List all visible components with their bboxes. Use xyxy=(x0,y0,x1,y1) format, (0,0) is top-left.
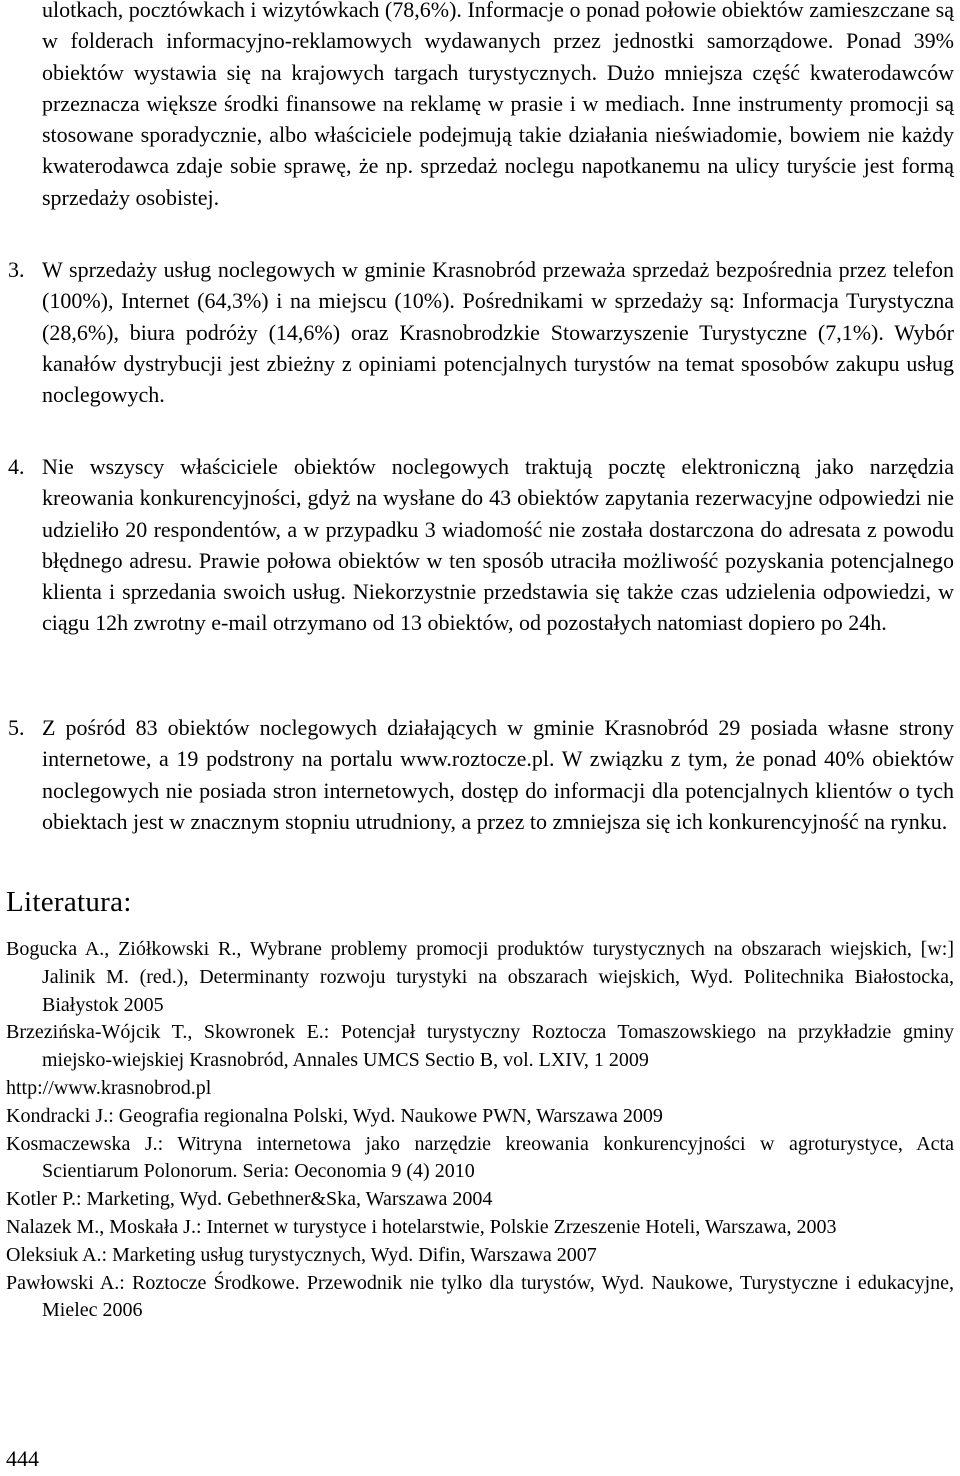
reference-list xyxy=(6,936,954,1325)
reference-item: Kotler P.: Marketing, Wyd. Gebethner&Ska, Warszawa 2004 xyxy=(6,1188,493,1211)
reference-item: Bogucka A., Ziółkowski R., Wybrane problemy promocji produktów turystycznych na obszarach wiejskich, [w:] Jalinik M. (red.), Determinanty rozwoju turystyki na obszarach wiejskich, Wyd. Politechnika Białostocka, Białystok 2005 xyxy=(6,938,954,1016)
point-text-3: W sprzedaży usług noclegowych w gminie Krasnobród przeważa sprzedaż bezpośrednia przez telefon (100%), Internet (64,3%) i na miejscu (10%). Pośrednikami w sprzedaży są: Informacja Turystyczna (28,6%), biura podróży (14,6%) oraz Krasnobrodzkie Stowarzyszenie Turystyczne (7,1%). Wybór kanałów dystrybucji jest zbieżny z opiniami potencjalnych turystów na temat sposobów zakupu usług noclegowych. xyxy=(42,257,954,408)
reference-item: Oleksiuk A.: Marketing usług turystycznych, Wyd. Difin, Warszawa 2007 xyxy=(6,1243,597,1266)
intro-paragraph: ulotkach, pocztówkach i wizytówkach (78,6%). Informacje o ponad połowie obiektów zamieszczane są w folderach informacyjno-reklamowych wydawanych przez jednostki samorządowe. Ponad 39% obiektów wystawia się na krajowych targach turystycznych. Dużo mniejsza część kwaterodawców przeznacza większe środki finansowe na reklamę w prasie i w mediach. Inne instrumenty promocji są stosowane sporadycznie, albo właściciele podejmują takie działania nieświadomie, bowiem nie każdy kwaterodawca zdaje sobie sprawę, że np. sprzedaż noclegu napotkanemu na ulicy turyście jest formą sprzedaży osobistej. xyxy=(42,0,954,210)
reference-item: Nalazek M., Moskała J.: Internet w turystyce i hotelarstwie, Polskie Zrzeszenie Hoteli, Warszawa, 2003 xyxy=(6,1215,837,1238)
reference-item: Kosmaczewska J.: Witryna internetowa jako narzędzie kreowania konkurencyjności w agroturystyce, Acta Scientiarum Polonorum. Seria: Oeconomia 9 (4) 2010 xyxy=(6,1132,954,1183)
point-number-4: 4. xyxy=(8,454,25,479)
point-text-4: Nie wszyscy właściciele obiektów noclegowych traktują pocztę elektroniczną jako narzędzia kreowania konkurencyjności, gdyż na wysłane do 43 obiektów zapytania rezerwacyjne odpowiedzi nie udzieliło 20 respondentów, a w przypadku 3 wiadomość nie została dostarczona do adresata z powodu błędnego adresu. Prawie połowa obiektów w ten sposób utraciła możliwość pozyskania potencjalnego klienta i sprzedania swoich usług. Niekorzystnie przedstawia się także czas udzielenia odpowiedzi, w ciągu 12h zwrotny e-mail otrzymano od 13 obiektów, od pozostałych natomiast dopiero po 24h. xyxy=(42,454,954,636)
point-number-5: 5. xyxy=(8,715,25,740)
reference-item: Pawłowski A.: Roztocze Środkowe. Przewodnik nie tylko dla turystów, Wyd. Naukowe, Turystyczne i edukacyjne, Mielec 2006 xyxy=(6,1271,954,1322)
page-number: 444 xyxy=(6,1446,39,1471)
point-number-3: 3. xyxy=(8,257,25,282)
point-text-5: Z pośród 83 obiektów noclegowych działających w gminie Krasnobród 29 posiada własne strony internetowe, a 19 podstrony na portalu www.roztocze.pl. W związku z tym, że ponad 40% obiektów noclegowych nie posiada stron internetowych, dostęp do informacji dla potencjalnych klientów o tych obiektach jest w znacznym stopniu utrudniony, a przez to zmniejsza się ich konkurencyjność na rynku. xyxy=(42,715,954,834)
reference-item: Brzezińska-Wójcik T., Skowronek E.: Potencjał turystyczny Roztocza Tomaszowskiego na przykładzie gminy miejsko-wiejskiej Krasnobród, Annales UMCS Sectio B, vol. LXIV, 1 2009 xyxy=(6,1021,954,1072)
literature-heading: Literatura: xyxy=(6,886,132,918)
reference-item: Kondracki J.: Geografia regionalna Polski, Wyd. Naukowe PWN, Warszawa 2009 xyxy=(6,1104,663,1127)
reference-link[interactable]: http://www.krasnobrod.pl xyxy=(6,1076,212,1099)
